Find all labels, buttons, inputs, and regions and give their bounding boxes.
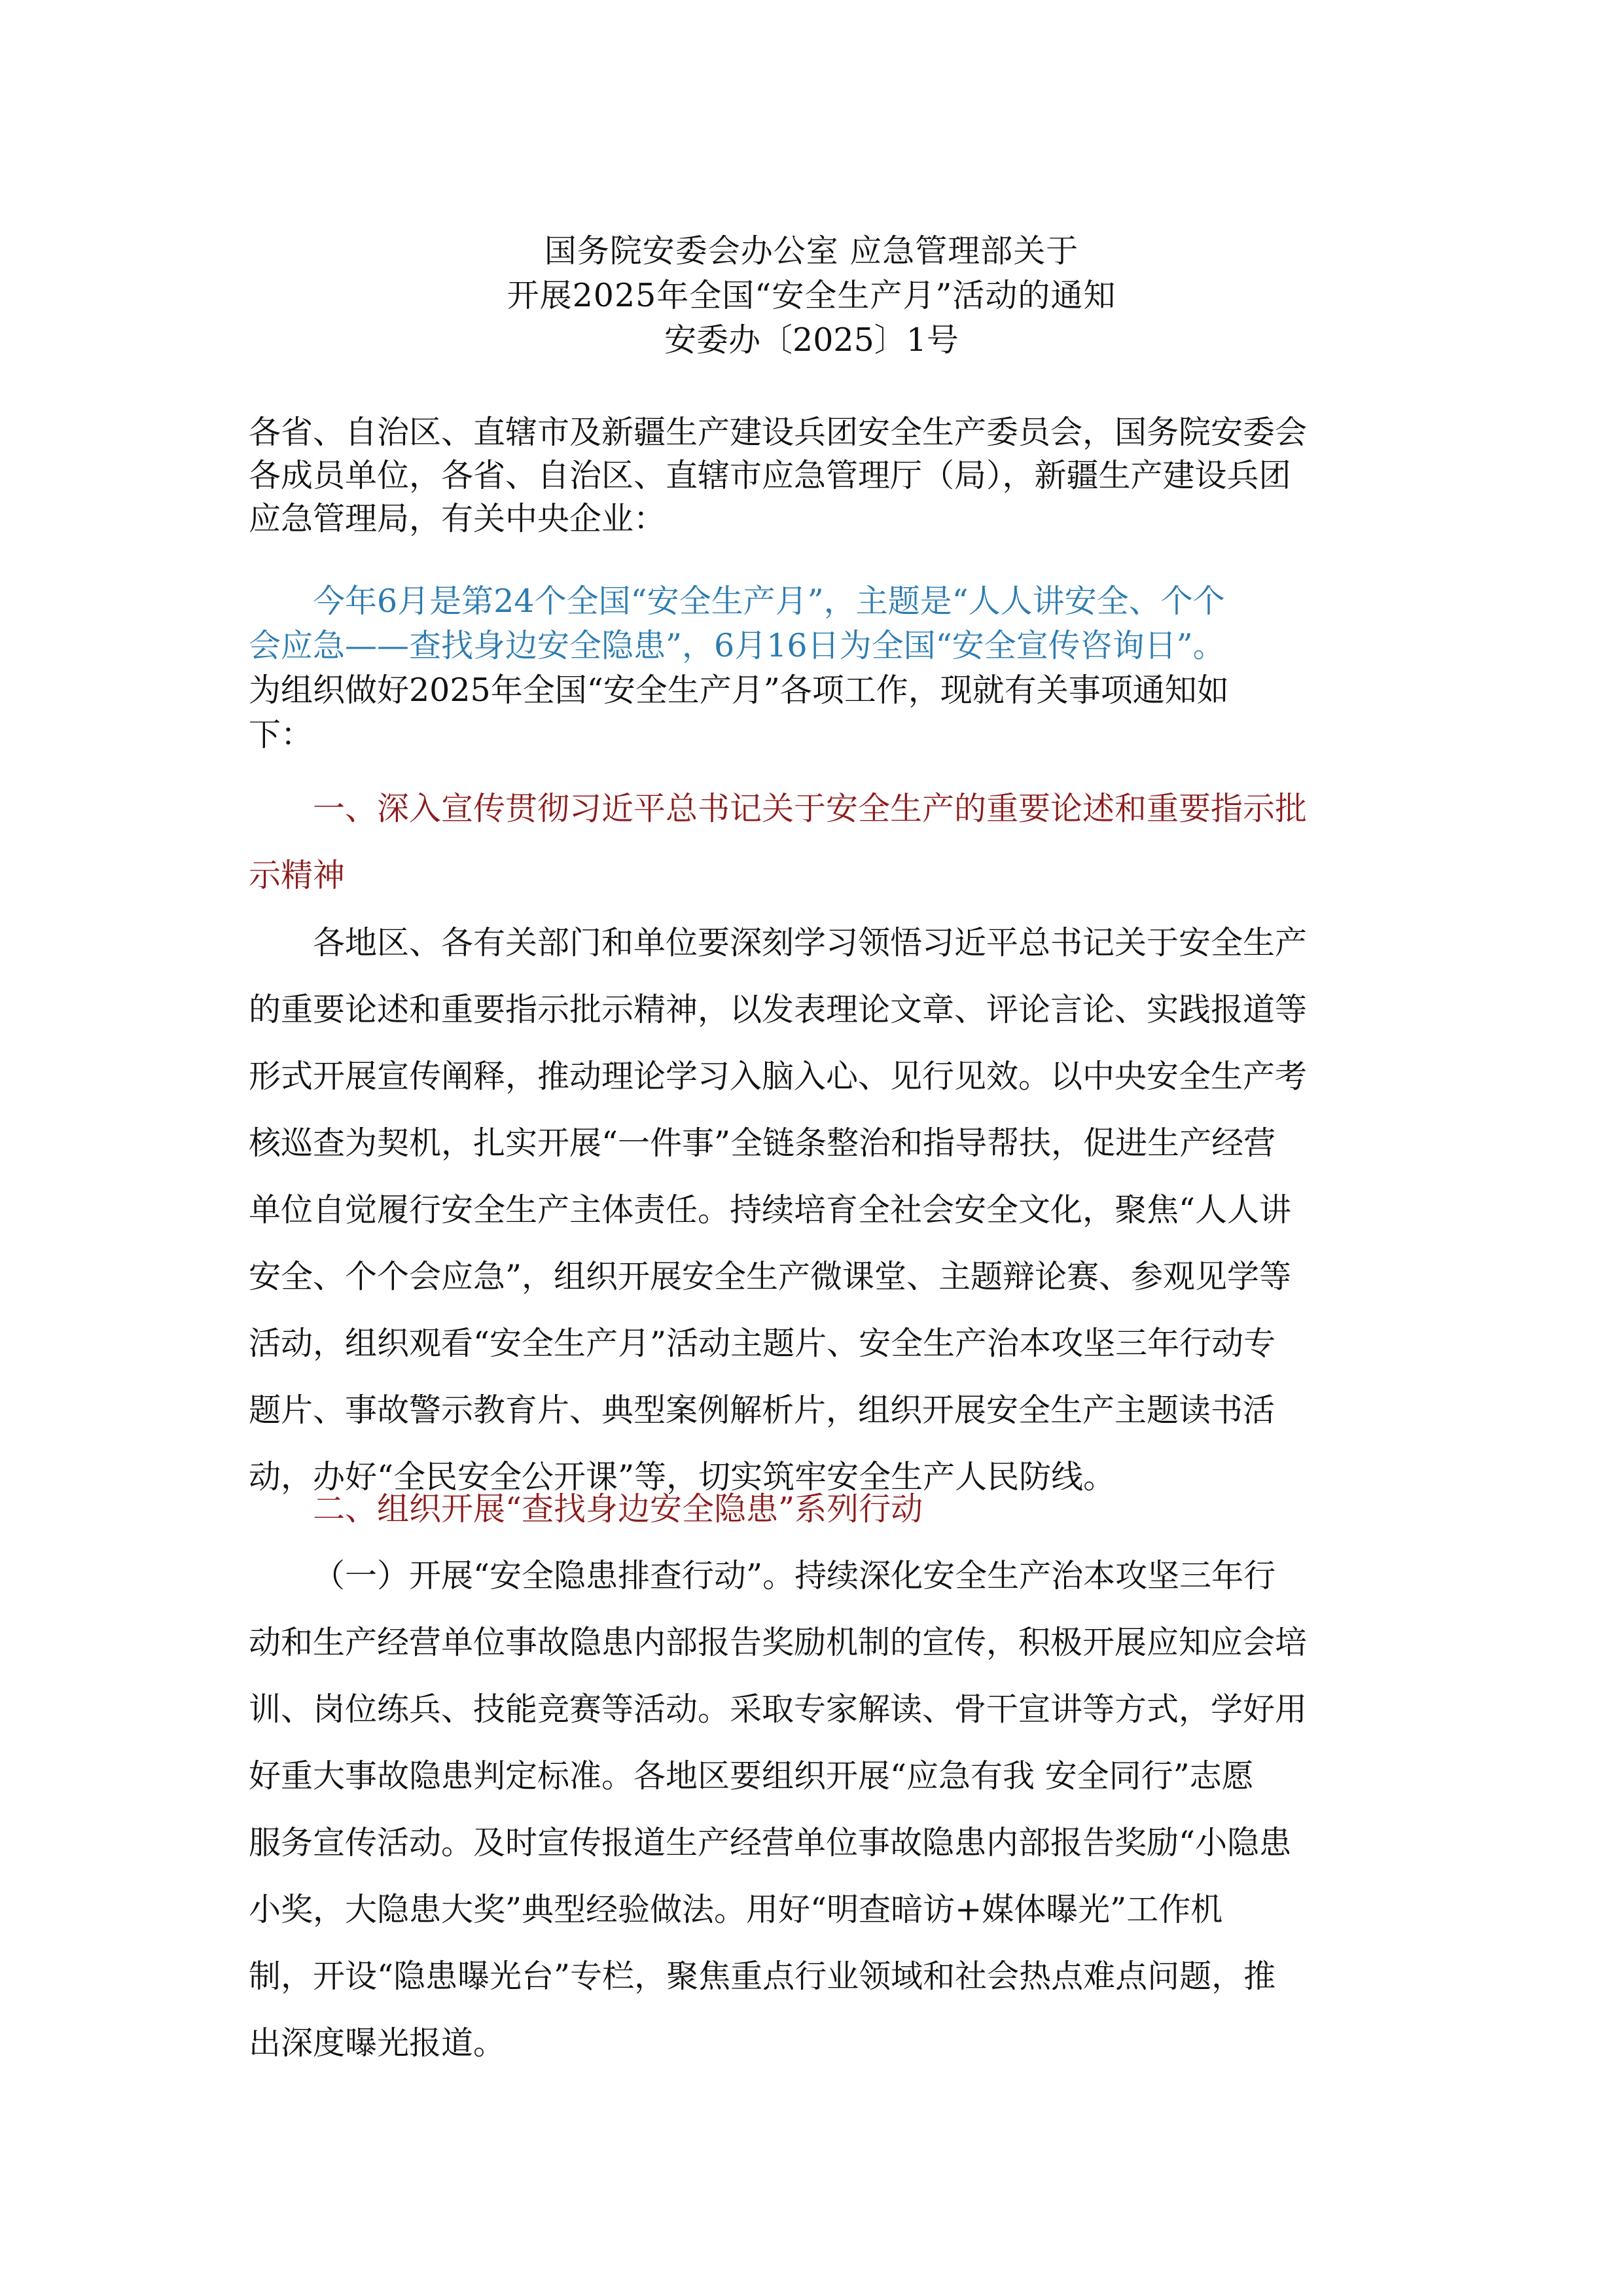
intro-line: 为组织做好2025年全国“安全生产月”各项工作，现就有关事项通知如	[249, 672, 1229, 709]
salutation-line: 各成员单位，各省、自治区、直辖市应急管理厅（局），新疆生产建设兵团	[249, 457, 1291, 494]
paragraph-line: 制，开设“隐患曝光台”专栏，聚焦重点行业领域和社会热点难点问题，推	[249, 1958, 1276, 1995]
paragraph-line: 活动，组织观看“安全生产月”活动主题片、安全生产治本攻坚三年行动专	[249, 1325, 1276, 1362]
intro-paragraph	[249, 579, 1381, 757]
document-number: 安委办〔2025〕1号	[664, 321, 959, 359]
paragraph-line: （一）开展“安全隐患排查行动”。持续深化安全生产治本攻坚三年行	[313, 1557, 1276, 1594]
paragraph-line: 形式开展宣传阐释，推动理论学习入脑入心、见行见效。以中央安全生产考	[249, 1058, 1308, 1095]
section-2-heading	[249, 1476, 1381, 1543]
paragraph-line: 单位自觉履行安全生产主体责任。持续培育全社会安全文化，聚焦“人人讲	[249, 1191, 1292, 1229]
paragraph-line: 核巡查为契机，扎实开展“一件事”全链条整治和指导帮扶，促进生产经营	[249, 1124, 1276, 1162]
paragraph-line: 题片、事故警示教育片、典型案例解析片，组织开展安全生产主题读书活	[249, 1391, 1275, 1429]
paragraph-line: 动，办好“全民安全公开课”等，切实筑牢安全生产人民防线。	[249, 1458, 1116, 1496]
paragraph-line: 动和生产经营单位事故隐患内部报告奖励机制的宣传，积极开展应知应会培	[249, 1624, 1308, 1661]
section-2-paragraph	[249, 1543, 1381, 2077]
salutation-line: 各省、自治区、直辖市及新疆生产建设兵团安全生产委员会，国务院安委会	[249, 414, 1308, 451]
section-1-paragraph	[249, 910, 1381, 1511]
intro-highlight-line: 今年6月是第24个全国“安全生产月”，主题是“人人讲安全、个个	[313, 583, 1225, 620]
document-title-line-1: 国务院安委会办公室 应急管理部关于	[544, 232, 1079, 270]
salutation-line: 应急管理局，有关中央企业：	[249, 500, 666, 537]
paragraph-line: 小奖，大隐患大奖”典型经验做法。用好“明查暗访+媒体曝光”工作机	[249, 1891, 1223, 1928]
intro-line: 下：	[249, 716, 313, 753]
intro-highlight-line: 会应急——查找身边安全隐患”，6月16日为全国“安全宣传咨询日”。	[249, 627, 1225, 664]
paragraph-line: 服务宣传活动。及时宣传报道生产经营单位事故隐患内部报告奖励“小隐患	[249, 1824, 1292, 1861]
paragraph-line: 各地区、各有关部门和单位要深刻学习领悟习近平总书记关于安全生产	[313, 924, 1308, 961]
section-1-heading-line: 示精神	[249, 857, 346, 894]
paragraph-line: 训、岗位练兵、技能竞赛等活动。采取专家解读、骨干宣讲等方式，学好用	[249, 1691, 1308, 1728]
document-title-block	[0, 229, 1623, 363]
paragraph-line: 的重要论述和重要指示批示精神，以发表理论文章、评论言论、实践报道等	[249, 991, 1308, 1028]
section-1-heading-line: 一、深入宣传贯彻习近平总书记关于安全生产的重要论述和重要指示批	[313, 790, 1308, 827]
section-1-heading	[249, 776, 1381, 909]
document-title-line-2: 开展2025年全国“安全生产月”活动的通知	[507, 277, 1116, 314]
paragraph-line: 安全、个个会应急”，组织开展安全生产微课堂、主题辩论赛、参观见学等	[249, 1258, 1292, 1295]
salutation	[249, 411, 1381, 541]
paragraph-line: 出深度曝光报道。	[249, 2024, 506, 2062]
paragraph-line: 好重大事故隐患判定标准。各地区要组织开展“应急有我 安全同行”志愿	[249, 1757, 1254, 1795]
section-2-heading-line: 二、组织开展“查找身边安全隐患”系列行动	[313, 1490, 923, 1528]
